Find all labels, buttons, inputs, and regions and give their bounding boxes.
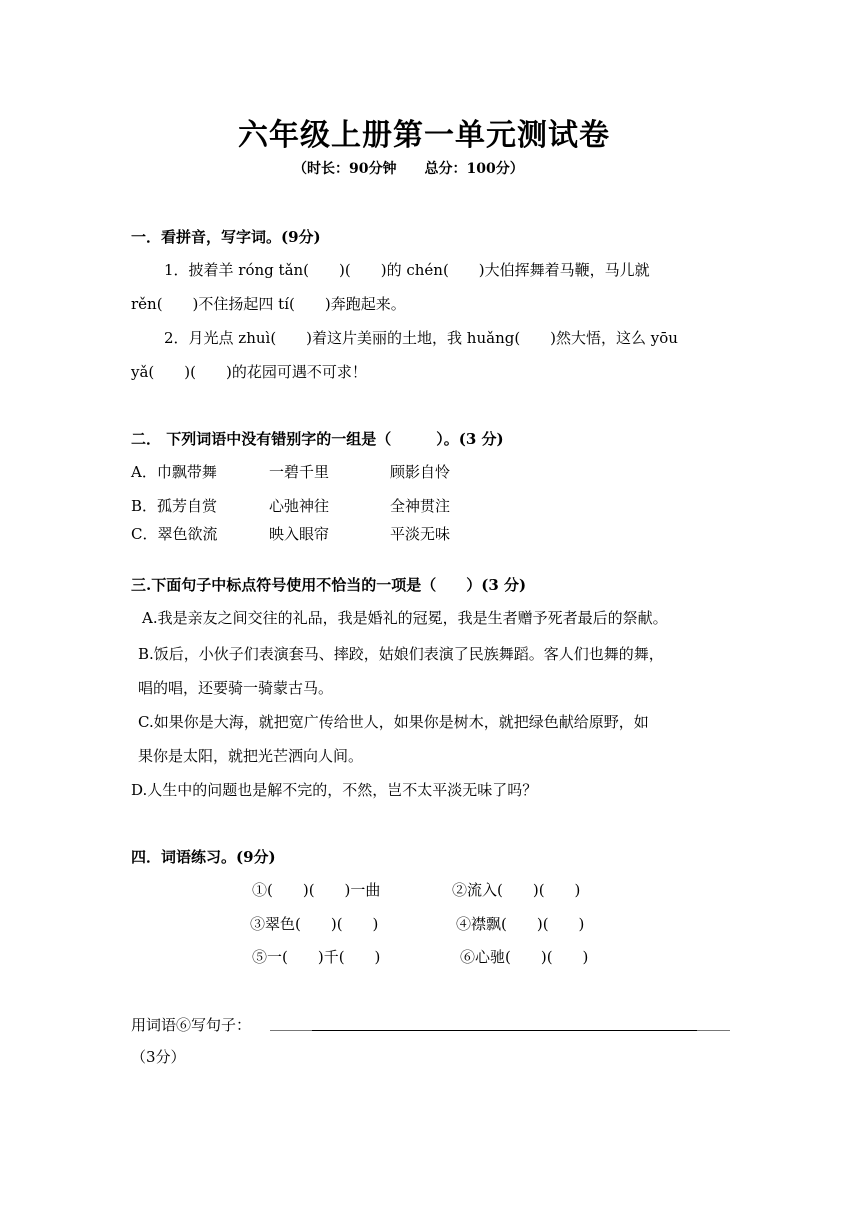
s2-option-c: C．翠色欲流	[131, 525, 218, 543]
s4-item-6: ⑥心驰( )( )	[460, 948, 589, 966]
s1-line-3: 2．月光点 zhuì( )着这片美丽的土地，我 huǎng( )然大悟，这么 yōu	[164, 329, 678, 347]
s2-option-b: B．孤芳自赏	[131, 497, 218, 515]
s3-option-c-cont: 果你是太阳，就把光芒洒向人间。	[138, 747, 364, 765]
s4-item-1: ①( )( )一曲	[252, 881, 381, 899]
s3-option-b: B.饭后，小伙子们表演套马、摔跤，姑娘们表演了民族舞蹈。客人们也舞的舞，	[138, 645, 664, 663]
section-2-heading: 二． 下列词语中没有错别字的一组是（ ）。(3 分)	[131, 430, 504, 448]
sentence-answer-line-thin-left[interactable]	[270, 1030, 312, 1031]
s2-option-a: A．巾飘带舞	[131, 463, 217, 481]
s3-option-d: D.人生中的问题也是解不完的，不然，岂不太平淡无味了吗？	[131, 781, 538, 799]
s4-item-5: ⑤一( )千( )	[252, 948, 381, 966]
page-title: 六年级上册第一单元测试卷	[238, 118, 610, 153]
s3-option-a: A.我是亲友之间交往的礼品，我是婚礼的冠冕，我是生者赠予死者最后的祭献。	[142, 609, 668, 627]
s3-option-c: C.如果你是大海，就把宽广传给世人，如果你是树木，就把绿色献给原野，如	[138, 713, 649, 731]
sentence-answer-line[interactable]	[312, 1030, 697, 1031]
s2-option-b-word3: 全神贯注	[390, 497, 451, 515]
s2-option-b-word2: 心弛神往	[269, 497, 330, 515]
sentence-score: （3分）	[131, 1048, 186, 1066]
section-4-heading: 四．词语练习。(9分)	[131, 848, 276, 866]
s2-option-c-word3: 平淡无味	[390, 525, 451, 543]
s1-line-2: rěn( )不住扬起四 tí( )奔跑起来。	[131, 295, 406, 313]
s2-option-a-word2: 一碧千里	[269, 463, 330, 481]
sentence-prompt: 用词语⑥写句子：	[131, 1016, 252, 1034]
s1-line-4: yǎ( )( )的花园可遇不可求！	[131, 363, 367, 381]
s2-option-c-word2: 映入眼帘	[269, 525, 330, 543]
s4-item-4: ④襟飘( )( )	[456, 915, 585, 933]
section-3-heading: 三.下面句子中标点符号使用不恰当的一项是（ ）(3 分)	[131, 576, 527, 594]
s4-item-2: ②流入( )( )	[452, 881, 581, 899]
sentence-answer-line-thin-right[interactable]	[697, 1030, 730, 1031]
exam-meta: （时长：90分钟 总分：100分）	[293, 161, 524, 177]
s2-option-a-word3: 顾影自怜	[390, 463, 451, 481]
s3-option-b-cont: 唱的唱，还要骑一骑蒙古马。	[138, 679, 334, 697]
s4-item-3: ③翠色( )( )	[250, 915, 379, 933]
s1-line-1: 1．披着羊 róng tǎn( )( )的 chén( )大伯挥舞着马鞭，马儿就	[164, 261, 650, 279]
section-1-heading: 一．看拼音，写字词。(9分)	[131, 228, 321, 246]
